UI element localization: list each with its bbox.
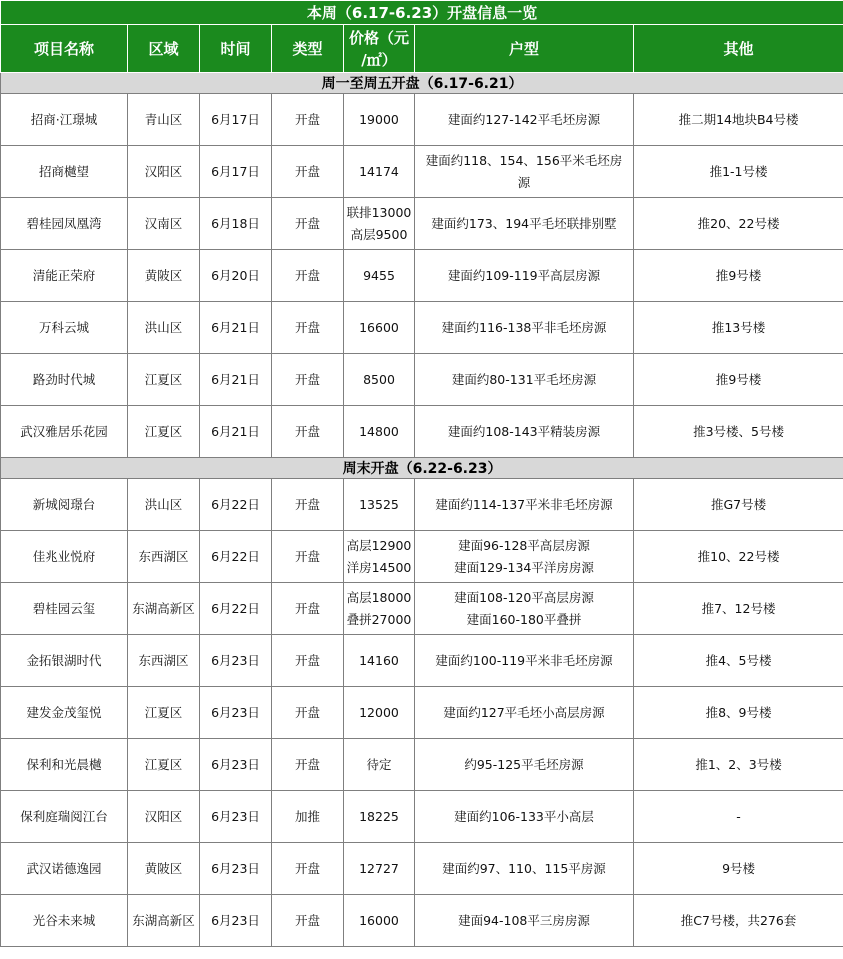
cell-district: 东西湖区 [128,635,200,687]
cell-price-line: 12727 [359,860,399,876]
cell-layout-line: 建面约127平毛坯小高层房源 [443,704,605,720]
cell-layout-line: 建面约173、194平毛坯联排别墅 [431,215,617,231]
cell-date: 6月23日 [200,635,272,687]
cell-layout-line: 建面约80-131平毛坯房源 [451,371,597,387]
cell-date: 6月22日 [200,531,272,583]
cell-layout-line: 建面94-108平三房房源 [458,912,590,928]
cell-price [344,94,415,146]
cell-district: 洪山区 [128,479,200,531]
cell-project-name: 武汉雅居乐花园 [1,406,128,458]
cell-layout [415,739,634,791]
cell-date: 6月21日 [200,406,272,458]
cell-type: 开盘 [272,250,344,302]
cell-price [344,479,415,531]
cell-other: 推C7号楼，共276套 [634,895,843,947]
cell-date: 6月21日 [200,302,272,354]
cell-layout-line: 源 [517,174,531,190]
cell-price [344,583,415,635]
cell-project-name: 招商樾望 [1,146,128,198]
cell-district: 东西湖区 [128,531,200,583]
cell-type: 开盘 [272,895,344,947]
cell-type: 加推 [272,791,344,843]
cell-layout-line: 建面约106-133平小高层 [454,808,594,824]
cell-price-line: 14160 [359,652,399,668]
header-row [1,25,843,73]
cell-other: 推13号楼 [634,302,843,354]
cell-price-line: 14174 [359,163,399,179]
table-row [1,583,843,635]
cell-layout [415,791,634,843]
cell-price-line: 联排13000 [346,204,412,220]
cell-district: 江夏区 [128,739,200,791]
table-row [1,635,843,687]
section-label: 周末开盘（6.22-6.23） [1,458,843,479]
cell-price-line: 19000 [359,111,399,127]
cell-date: 6月22日 [200,479,272,531]
cell-type: 开盘 [272,302,344,354]
cell-price [344,354,415,406]
cell-layout-line: 建面约100-119平米非毛坯房源 [435,652,613,668]
cell-other: 推9号楼 [634,250,843,302]
cell-layout [415,635,634,687]
cell-type: 开盘 [272,354,344,406]
header-price-line2: /㎡） [361,50,397,69]
cell-layout-line: 建面约114-137平米非毛坯房源 [435,496,613,512]
table-row [1,146,843,198]
cell-layout [415,250,634,302]
cell-type: 开盘 [272,843,344,895]
cell-project-name: 武汉诺德逸园 [1,843,128,895]
table-title: 本周（6.17-6.23）开盘信息一览 [1,1,843,25]
cell-price-line: 14800 [359,423,399,439]
cell-layout [415,354,634,406]
cell-layout [415,895,634,947]
cell-type: 开盘 [272,739,344,791]
cell-price [344,531,415,583]
cell-price-line: 待定 [366,756,392,772]
cell-price-line: 18225 [359,808,399,824]
cell-district: 东湖高新区 [128,583,200,635]
cell-district: 洪山区 [128,302,200,354]
cell-price [344,895,415,947]
cell-price [344,406,415,458]
table-row [1,94,843,146]
cell-type: 开盘 [272,583,344,635]
cell-district: 黄陂区 [128,843,200,895]
cell-project-name: 保利庭瑞阅江台 [1,791,128,843]
cell-date: 6月18日 [200,198,272,250]
cell-layout-line: 建面约118、154、156平米毛坯房 [425,152,623,168]
cell-price-line: 13525 [359,496,399,512]
table-row [1,739,843,791]
cell-layout-line: 建面108-120平高层房源 [454,589,594,605]
cell-layout-line: 建面约108-143平精装房源 [447,423,601,439]
cell-price [344,250,415,302]
cell-type: 开盘 [272,635,344,687]
table-row [1,250,843,302]
cell-layout-line: 建面129-134平洋房房源 [454,559,594,575]
cell-type: 开盘 [272,406,344,458]
cell-type: 开盘 [272,94,344,146]
cell-type: 开盘 [272,687,344,739]
cell-layout-line: 建面约97、110、115平房源 [442,860,606,876]
section-label: 周一至周五开盘（6.17-6.21） [1,73,843,94]
cell-layout-line: 建面约127-142平毛坯房源 [447,111,601,127]
cell-other: 推4、5号楼 [634,635,843,687]
cell-layout [415,843,634,895]
cell-layout [415,531,634,583]
cell-price-line: 16000 [359,912,399,928]
cell-district: 汉阳区 [128,146,200,198]
cell-other: 推3号楼、5号楼 [634,406,843,458]
table-row [1,687,843,739]
table-row [1,302,843,354]
header-name: 项目名称 [1,25,128,73]
cell-date: 6月23日 [200,895,272,947]
cell-district: 东湖高新区 [128,895,200,947]
cell-other: 推1、2、3号楼 [634,739,843,791]
cell-project-name: 光谷未来城 [1,895,128,947]
cell-date: 6月20日 [200,250,272,302]
cell-price-line: 12000 [359,704,399,720]
cell-project-name: 清能正荣府 [1,250,128,302]
cell-price [344,791,415,843]
cell-project-name: 建发金茂玺悦 [1,687,128,739]
cell-other: 推9号楼 [634,354,843,406]
cell-date: 6月21日 [200,354,272,406]
cell-district: 江夏区 [128,406,200,458]
cell-layout-line: 建面160-180平叠拼 [466,611,582,627]
table-row [1,198,843,250]
cell-price-line: 8500 [363,371,395,387]
cell-other: 推G7号楼 [634,479,843,531]
header-type: 类型 [272,25,344,73]
cell-type: 开盘 [272,531,344,583]
cell-date: 6月23日 [200,687,272,739]
cell-price [344,635,415,687]
cell-project-name: 保利和光晨樾 [1,739,128,791]
cell-layout [415,302,634,354]
section-header-row [1,73,843,94]
cell-district: 汉阳区 [128,791,200,843]
cell-project-name: 碧桂园云玺 [1,583,128,635]
cell-date: 6月23日 [200,739,272,791]
cell-date: 6月22日 [200,583,272,635]
table-row [1,354,843,406]
cell-type: 开盘 [272,479,344,531]
header-price-line1: 价格（元 [348,28,409,47]
cell-project-name: 新城阅璟台 [1,479,128,531]
header-price [344,25,415,73]
cell-date: 6月23日 [200,791,272,843]
cell-other: 推8、9号楼 [634,687,843,739]
cell-layout [415,583,634,635]
cell-district: 汉南区 [128,198,200,250]
cell-price [344,739,415,791]
table-body [1,73,843,947]
cell-layout [415,94,634,146]
cell-layout [415,479,634,531]
cell-other: 9号楼 [634,843,843,895]
cell-date: 6月17日 [200,146,272,198]
table-row [1,895,843,947]
cell-type: 开盘 [272,146,344,198]
cell-district: 青山区 [128,94,200,146]
header-district: 区域 [128,25,200,73]
cell-type: 开盘 [272,198,344,250]
cell-price [344,146,415,198]
cell-price-line: 叠拼27000 [346,611,412,627]
cell-layout-line: 建面约109-119平高层房源 [447,267,601,283]
cell-district: 江夏区 [128,687,200,739]
cell-date: 6月17日 [200,94,272,146]
table-row [1,406,843,458]
table-row [1,531,843,583]
table-row [1,843,843,895]
cell-price-line: 洋房14500 [346,559,412,575]
header-layout: 户型 [415,25,634,73]
cell-other: 推10、22号楼 [634,531,843,583]
cell-other: - [634,791,843,843]
cell-price [344,302,415,354]
cell-other: 推二期14地块B4号楼 [634,94,843,146]
cell-project-name: 招商·江璟城 [1,94,128,146]
cell-project-name: 碧桂园凤凰湾 [1,198,128,250]
cell-price [344,843,415,895]
cell-district: 江夏区 [128,354,200,406]
cell-layout-line: 建面96-128平高层房源 [458,537,590,553]
table-row [1,479,843,531]
cell-price-line: 16600 [359,319,399,335]
cell-date: 6月23日 [200,843,272,895]
cell-price-line: 高层9500 [350,226,408,242]
cell-price-line: 高层12900 [346,537,412,553]
cell-layout-line: 建面约116-138平非毛坯房源 [441,319,607,335]
table-row [1,791,843,843]
cell-other: 推1-1号楼 [634,146,843,198]
cell-district: 黄陂区 [128,250,200,302]
cell-project-name: 金拓银湖时代 [1,635,128,687]
cell-layout [415,198,634,250]
cell-price [344,198,415,250]
cell-other: 推7、12号楼 [634,583,843,635]
cell-project-name: 路劲时代城 [1,354,128,406]
cell-layout [415,406,634,458]
cell-price [344,687,415,739]
cell-layout [415,687,634,739]
cell-price-line: 9455 [363,267,395,283]
section-header-row [1,458,843,479]
cell-project-name: 佳兆业悦府 [1,531,128,583]
header-date: 时间 [200,25,272,73]
cell-project-name: 万科云城 [1,302,128,354]
title-row [1,1,843,25]
cell-layout-line: 约95-125平毛坯房源 [464,756,584,772]
cell-other: 推20、22号楼 [634,198,843,250]
cell-layout [415,146,634,198]
header-other: 其他 [634,25,843,73]
cell-price-line: 高层18000 [346,589,412,605]
